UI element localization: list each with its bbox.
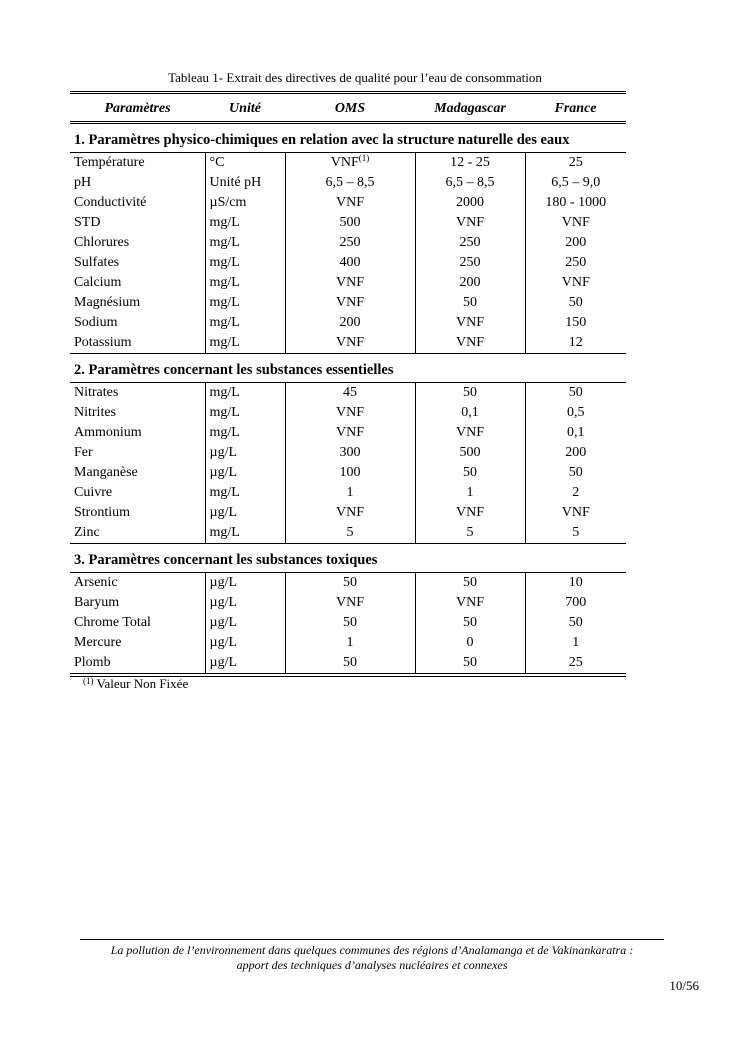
unit-cell [205,613,285,633]
unit-cell [205,523,285,544]
cell-value: 200 [565,235,587,250]
madagascar-cell [415,633,525,653]
madagascar-cell [415,193,525,213]
section-header-row [70,123,626,153]
cell-value: Sodium [74,315,118,330]
france-cell [525,333,626,354]
param-cell [70,463,205,483]
cell-value: Magnésium [74,295,141,310]
france-cell [525,593,626,613]
cell-value: 50 [343,615,357,630]
param-cell [70,483,205,503]
cell-value: 250 [339,235,361,250]
cell-value: µg/L [209,575,238,590]
cell-value: mg/L [209,425,240,440]
cell-value: 100 [339,465,361,480]
param-cell [70,233,205,253]
cell-value: 2000 [456,195,484,210]
unit-cell [205,173,285,193]
cell-value: 50 [343,655,357,670]
cell-value: 45 [343,385,357,400]
table-row [70,633,626,653]
cell-value: Chlorures [74,235,130,250]
cell-value: pH [74,175,92,190]
cell-value: 1 [466,485,474,500]
param-cell [70,313,205,333]
cell-value: 0,1 [461,405,479,420]
section-title: 3. Paramètres concernant les substances toxiques [70,544,626,573]
table-row [70,523,626,544]
cell-value: 150 [565,315,587,330]
cell-value: 50 [463,655,477,670]
unit-cell [205,483,285,503]
cell-value: VNF [335,335,364,350]
cell-value: 0,1 [567,425,585,440]
cell-value: mg/L [209,215,240,230]
param-cell [70,333,205,354]
table-caption: Tableau 1- Extrait des directives de qualité pour l’eau de consommation [168,70,542,85]
param-cell [70,193,205,213]
oms-cell [285,593,415,613]
cell-value: 6,5 – 9,0 [551,175,601,190]
oms-cell [285,253,415,273]
table-row [70,503,626,523]
cell-value: 25 [568,155,583,170]
cell-value: mg/L [209,235,240,250]
cell-value: 12 [568,335,583,350]
footer-rule [80,939,664,940]
france-cell [525,193,626,213]
france-cell [525,213,626,233]
cell-value: 50 [568,385,583,400]
france-cell [525,463,626,483]
oms-cell [285,383,415,404]
running-footer-line: La pollution de l’environnement dans quelques communes des régions d’Analamanga et de Vakinankaratra : [110,943,634,957]
cell-value: Baryum [74,595,120,610]
france-cell [525,523,626,544]
cell-value: mg/L [209,525,240,540]
madagascar-cell [415,153,525,174]
oms-cell [285,173,415,193]
unit-cell [205,423,285,443]
cell-value: VNF [455,215,484,230]
france-cell [525,233,626,253]
cell-value: Calcium [74,275,122,290]
cell-value: µg/L [209,445,238,460]
cell-value: 200 [459,275,481,290]
madagascar-cell [415,613,525,633]
cell-value: µS/cm [209,195,247,210]
param-cell [70,523,205,544]
cell-value: 180 - 1000 [545,195,607,210]
cell-value: Nitrates [74,385,119,400]
cell-value: Strontium [74,505,131,520]
cell-value: Nitrites [74,405,116,420]
param-cell [70,383,205,404]
unit-cell [205,463,285,483]
cell-value: 50 [568,615,583,630]
cell-value: 50 [343,575,357,590]
unit-cell [205,653,285,675]
cell-value: Mercure [74,635,122,650]
oms-cell [285,523,415,544]
unit-cell [205,573,285,594]
cell-value: VNF [335,405,364,420]
oms-cell [285,573,415,594]
oms-cell [285,443,415,463]
cell-value: 6,5 – 8,5 [445,175,495,190]
unit-cell [205,503,285,523]
section-header-row [70,354,626,383]
oms-cell [285,483,415,503]
cell-value: µg/L [209,655,238,670]
cell-value: 50 [463,465,477,480]
cell-value: VNF [335,195,364,210]
cell-value: 6,5 – 8,5 [325,175,375,190]
cell-value: Arsenic [74,575,118,590]
cell-value: Sulfates [74,255,120,270]
unit-cell [205,383,285,404]
france-cell [525,423,626,443]
oms-cell [285,153,415,174]
france-cell [525,313,626,333]
cell-value: 50 [463,385,477,400]
unit-cell [205,213,285,233]
table-row [70,423,626,443]
param-cell [70,423,205,443]
table-row [70,403,626,423]
cell-value: µg/L [209,595,238,610]
cell-value: Plomb [74,655,111,670]
france-cell [525,273,626,293]
page-number: 10/56 [669,978,699,993]
oms-cell [285,233,415,253]
madagascar-cell [415,523,525,544]
cell-value: VNF [335,295,364,310]
madagascar-cell [415,443,525,463]
oms-cell [285,193,415,213]
table-row [70,293,626,313]
cell-value: mg/L [209,485,240,500]
section-title: 2. Paramètres concernant les substances essentielles [70,354,626,383]
cell-value: 0 [466,635,474,650]
cell-value: Fer [74,445,93,460]
cell-value: µg/L [209,635,238,650]
cell-value: 500 [459,445,481,460]
unit-cell [205,233,285,253]
unit-cell [205,403,285,423]
madagascar-cell [415,483,525,503]
cell-value: 200 [339,315,361,330]
table-row [70,153,626,174]
france-cell [525,503,626,523]
cell-value: 25 [568,655,583,670]
oms-cell [285,313,415,333]
madagascar-cell [415,233,525,253]
madagascar-cell [415,173,525,193]
table-header-row [70,93,626,123]
cell-value: mg/L [209,255,240,270]
cell-value: µg/L [209,505,238,520]
france-cell [525,383,626,404]
param-cell [70,593,205,613]
cell-value: STD [74,215,101,230]
unit-cell [205,273,285,293]
footnote-ref: (1) [358,153,370,163]
cell-value: Conductivité [74,195,147,210]
oms-cell [285,653,415,675]
cell-value: VNF [335,275,364,290]
cell-value: 50 [568,465,583,480]
madagascar-cell [415,333,525,354]
france-cell [525,173,626,193]
unit-cell [205,633,285,653]
cell-value: 250 [565,255,587,270]
madagascar-cell [415,253,525,273]
param-cell [70,653,205,675]
footnote-text: Valeur Non Fixée [96,676,189,691]
cell-value: 400 [339,255,361,270]
param-cell [70,173,205,193]
cell-value: VNF [455,595,484,610]
cell-value: 700 [565,595,587,610]
unit-cell [205,333,285,354]
param-cell [70,403,205,423]
param-cell [70,273,205,293]
header-oms: OMS [285,93,415,123]
madagascar-cell [415,463,525,483]
cell-value: VNF [455,335,484,350]
cell-value: VNF [561,505,590,520]
footnote [83,676,188,692]
france-cell [525,403,626,423]
oms-cell [285,333,415,354]
cell-value: 200 [565,445,587,460]
cell-value: VNF [330,155,359,170]
cell-value: mg/L [209,385,240,400]
param-cell [70,253,205,273]
table-row [70,313,626,333]
table-row [70,653,626,675]
oms-cell [285,463,415,483]
cell-value: 50 [568,295,583,310]
cell-value: mg/L [209,315,240,330]
madagascar-cell [415,423,525,443]
madagascar-cell [415,403,525,423]
param-cell [70,613,205,633]
madagascar-cell [415,573,525,594]
unit-cell [205,193,285,213]
cell-value: 1 [572,635,580,650]
param-cell [70,443,205,463]
oms-cell [285,403,415,423]
footnote-mark: (1) [83,676,94,686]
cell-value: µg/L [209,615,238,630]
france-cell [525,153,626,174]
madagascar-cell [415,503,525,523]
running-footer [80,943,664,973]
oms-cell [285,423,415,443]
running-footer-line: apport des techniques d’analyses nucléaires et connexes [236,958,508,972]
table-row [70,573,626,594]
param-cell [70,153,205,174]
cell-value: 50 [463,295,477,310]
unit-cell [205,253,285,273]
table-row [70,383,626,404]
france-cell [525,633,626,653]
table-row [70,193,626,213]
cell-value: 50 [463,615,477,630]
cell-value: 300 [339,445,361,460]
oms-cell [285,293,415,313]
oms-cell [285,273,415,293]
param-cell [70,503,205,523]
cell-value: Zinc [74,525,100,540]
cell-value: Unité pH [209,175,262,190]
cell-value: Cuivre [74,485,113,500]
cell-value: 0,5 [567,405,585,420]
table-row [70,213,626,233]
cell-value: 12 - 25 [450,155,490,170]
header-madagascar: Madagascar [415,93,525,123]
cell-value: 1 [346,635,354,650]
oms-cell [285,613,415,633]
cell-value: 50 [463,575,477,590]
cell-value: µg/L [209,465,238,480]
cell-value: Manganèse [74,465,138,480]
header-france: France [525,93,626,123]
france-cell [525,653,626,675]
cell-value: VNF [455,505,484,520]
unit-cell [205,443,285,463]
madagascar-cell [415,593,525,613]
unit-cell [205,293,285,313]
section-title: 1. Paramètres physico-chimiques en relation avec la structure naturelle des eaux [70,123,626,153]
param-cell [70,213,205,233]
water-quality-table [70,91,626,677]
cell-value: Ammonium [74,425,142,440]
cell-value: VNF [455,315,484,330]
unit-cell [205,153,285,174]
cell-value: mg/L [209,275,240,290]
cell-value: Température [74,155,145,170]
header-parametres: Paramètres [70,93,205,123]
cell-value: Chrome Total [74,615,151,630]
unit-cell [205,313,285,333]
param-cell [70,293,205,313]
cell-value: VNF [335,505,364,520]
cell-value: °C [209,155,225,170]
cell-value: VNF [455,425,484,440]
cell-value: 5 [572,525,580,540]
cell-value: 250 [459,255,481,270]
table-row [70,593,626,613]
cell-value: mg/L [209,295,240,310]
madagascar-cell [415,653,525,675]
cell-value: 5 [466,525,474,540]
cell-value: Potassium [74,335,132,350]
cell-value: 250 [459,235,481,250]
table-row [70,483,626,503]
france-cell [525,613,626,633]
cell-value: mg/L [209,335,240,350]
table-row [70,613,626,633]
oms-cell [285,503,415,523]
header-unite: Unité [205,93,285,123]
madagascar-cell [415,293,525,313]
section-header-row [70,544,626,573]
unit-cell [205,593,285,613]
france-cell [525,573,626,594]
cell-value: 10 [568,575,583,590]
madagascar-cell [415,313,525,333]
table-row [70,233,626,253]
france-cell [525,443,626,463]
cell-value: VNF [335,425,364,440]
param-cell [70,633,205,653]
table-row [70,173,626,193]
table-row [70,333,626,354]
cell-value: 5 [346,525,354,540]
cell-value: VNF [561,275,590,290]
madagascar-cell [415,273,525,293]
france-cell [525,483,626,503]
cell-value: VNF [335,595,364,610]
cell-value: mg/L [209,405,240,420]
cell-value: 500 [339,215,361,230]
madagascar-cell [415,383,525,404]
cell-value: 1 [346,485,354,500]
madagascar-cell [415,213,525,233]
table-row [70,253,626,273]
france-cell [525,293,626,313]
table-row [70,443,626,463]
cell-value: 2 [572,485,580,500]
param-cell [70,573,205,594]
oms-cell [285,213,415,233]
table-row [70,273,626,293]
cell-value: VNF [561,215,590,230]
table-row [70,463,626,483]
oms-cell [285,633,415,653]
france-cell [525,253,626,273]
